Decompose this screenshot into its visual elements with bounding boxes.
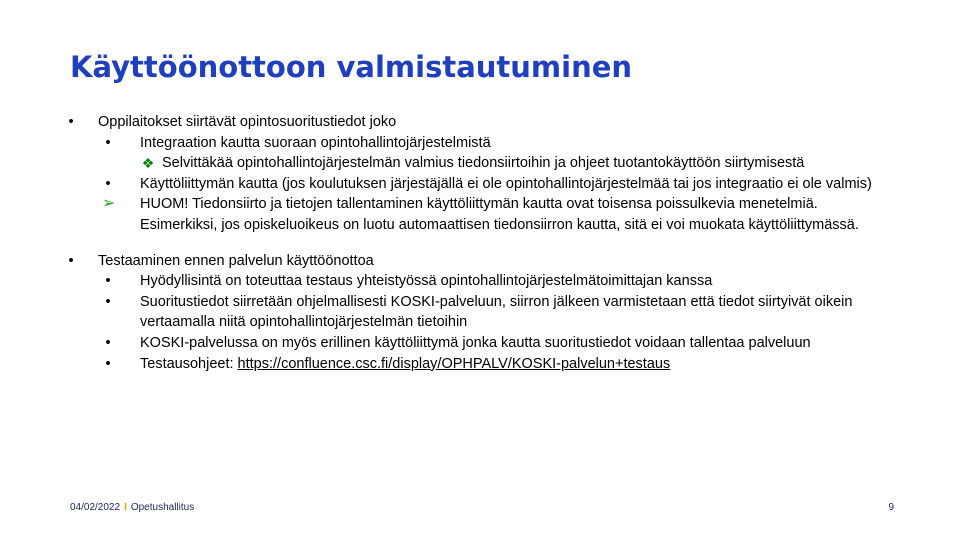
sub-bullet-item (98, 271, 894, 292)
diamond-bullet-icon: ❖ (141, 155, 155, 172)
sub-bullet-text: Suoritustiedot siirretään ohjelmallisesti KOSKI-palveluun, siirron jälkeen varmistetaan että tiedot siirtyivät oikein vertaamalla niitä opintohallintojärjestelmän tietoihin (140, 293, 853, 331)
bullet-item (64, 112, 894, 133)
testing-guide-link[interactable]: https://confluence.csc.fi/display/OPHPALV/KOSKI-palvelun+testaus (237, 355, 671, 372)
bullet-dot-icon: • (105, 334, 111, 351)
sub-bullet-item (98, 292, 894, 333)
slide-content (64, 112, 894, 374)
sub-bullet-text: KOSKI-palvelussa on myös erillinen käyttöliittymä jonka kautta suoritustiedot voidaan tallentaa palveluun (140, 334, 811, 351)
sub-bullet-text (140, 354, 894, 375)
bullet-dot-icon: • (105, 134, 111, 151)
sub-bullet-item (98, 333, 894, 354)
bullet-dot-icon: • (105, 273, 111, 290)
sub-bullet-item (98, 174, 894, 195)
footer-date: 04/02/2022 (70, 502, 121, 513)
bullet-item (64, 251, 894, 272)
sub-sub-bullet-item (140, 153, 894, 174)
page-number: 9 (888, 502, 894, 513)
bullet-text: Oppilaitokset siirtävät opintosuoritustiedot joko (98, 114, 397, 130)
bullet-dot-icon: • (105, 293, 111, 310)
sub-bullet-text: HUOM! Tiedonsiirto ja tietojen tallentaminen käyttöliittymän kautta ovat toisensa poissulkevia menetelmiä. Esimerkiksi, jos opiskeluoikeus on luotu automaattisen tiedonsiirron kautta, sitä ei voi muokata käyttöliittymässä. (140, 196, 859, 233)
sub-bullet-item (98, 133, 894, 154)
sub-bullet-text: Käyttöliittymän kautta (jos koulutuksen järjestäjällä ei ole opintohallintojärjestelmää tai jos integraatio ei ole valmis) (140, 175, 872, 192)
bullet-dot-icon: • (68, 114, 74, 130)
sub-sub-bullet-text: Selvittäkää opintohallintojärjestelmän valmius tiedonsiirtoihin ja ohjeet tuotantokäyttöön siirtymisestä (162, 155, 805, 172)
testing-guide-label: Testausohjeet: (140, 355, 234, 372)
bullet-text: Testaaminen ennen palvelun käyttöönottoa (98, 252, 374, 269)
footer-separator: I (124, 502, 127, 513)
bullet-dot-icon: • (68, 252, 74, 269)
sub-bullet-text: Integraation kautta suoraan opintohallintojärjestelmistä (140, 134, 491, 151)
bullet-dot-icon: • (105, 355, 111, 372)
sub-bullet-item (98, 194, 894, 235)
slide-title: Käyttöönottoon valmistautuminen (70, 50, 633, 84)
sub-bullet-item (98, 354, 894, 375)
bullet-dot-icon: • (105, 175, 111, 192)
slide-footer (70, 502, 194, 513)
footer-org: Opetushallitus (130, 502, 195, 513)
arrow-bullet-icon: ➢ (102, 195, 116, 213)
sub-bullet-text: Hyödyllisintä on toteuttaa testaus yhteistyössä opintohallintojärjestelmätoimittajan kanssa (140, 273, 713, 290)
